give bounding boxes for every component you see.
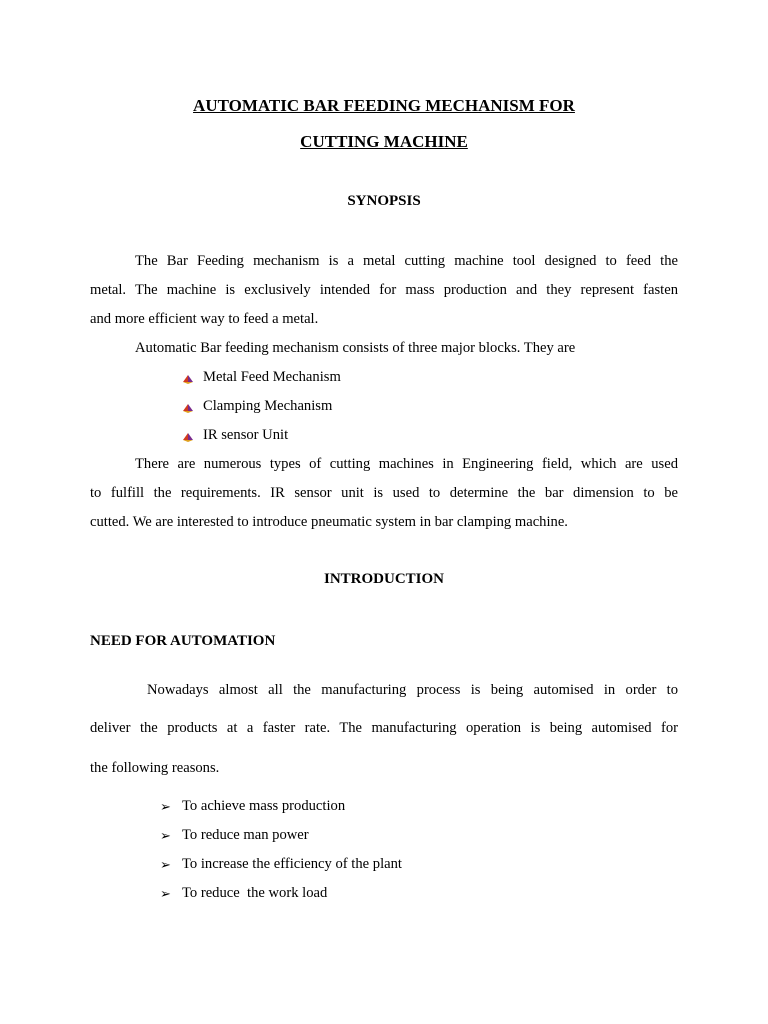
list-item — [160, 885, 327, 902]
block-item-label: Metal Feed Mechanism — [203, 369, 341, 385]
reason-item-label: To reduce man power — [182, 827, 309, 843]
list-item — [181, 398, 332, 415]
reason-item-label: To achieve mass production — [182, 798, 346, 814]
arrow-bullet-icon — [181, 400, 195, 414]
document-title-line-1: AUTOMATIC BAR FEEDING MECHANISM FOR — [193, 96, 575, 115]
need-for-automation-heading: NEED FOR AUTOMATION — [90, 633, 276, 649]
arrowhead-bullet-icon: ➢ — [160, 856, 171, 872]
reason-item-label: To reduce the work load — [182, 885, 328, 901]
synopsis-p3-line-3: cutted. We are interested to introduce pneumatic system in bar clamping machine. — [90, 514, 568, 530]
intro-p1-line-2: deliver the products at a faster rate. The manufacturing operation is being automised for — [90, 720, 678, 736]
synopsis-p1-line-1: The Bar Feeding mechanism is a metal cutting machine tool designed to feed the — [135, 253, 678, 269]
synopsis-heading: SYNOPSIS — [347, 193, 421, 209]
arrowhead-bullet-icon: ➢ — [160, 885, 171, 901]
list-item — [160, 827, 309, 844]
list-item — [181, 427, 288, 444]
list-item — [160, 798, 345, 815]
synopsis-p2: Automatic Bar feeding mechanism consists of three major blocks. They are — [135, 340, 576, 356]
intro-p1-line-3: the following reasons. — [90, 760, 220, 776]
introduction-heading: INTRODUCTION — [323, 571, 444, 587]
arrowhead-bullet-icon: ➢ — [160, 827, 171, 843]
block-item-label: Clamping Mechanism — [203, 398, 333, 414]
block-item-label: IR sensor Unit — [203, 427, 289, 443]
synopsis-p1-line-3: and more efficient way to feed a metal. — [90, 311, 319, 327]
synopsis-p1-line-2: metal. The machine is exclusively intended for mass production and they represent fasten — [90, 282, 678, 298]
intro-p1-line-1: Nowadays almost all the manufacturing process is being automised in order to — [147, 682, 678, 698]
arrow-bullet-icon — [181, 371, 195, 385]
arrow-bullet-icon — [181, 429, 195, 443]
synopsis-p3-line-1: There are numerous types of cutting machines in Engineering field, which are used — [135, 456, 678, 472]
reason-item-label: To increase the efficiency of the plant — [182, 856, 402, 872]
list-item — [160, 856, 402, 873]
arrowhead-bullet-icon: ➢ — [160, 798, 171, 814]
synopsis-p3-line-2: to fulfill the requirements. IR sensor unit is used to determine the bar dimension to be — [90, 485, 678, 501]
document-title-line-2: CUTTING MACHINE — [300, 132, 468, 151]
list-item — [181, 369, 341, 386]
